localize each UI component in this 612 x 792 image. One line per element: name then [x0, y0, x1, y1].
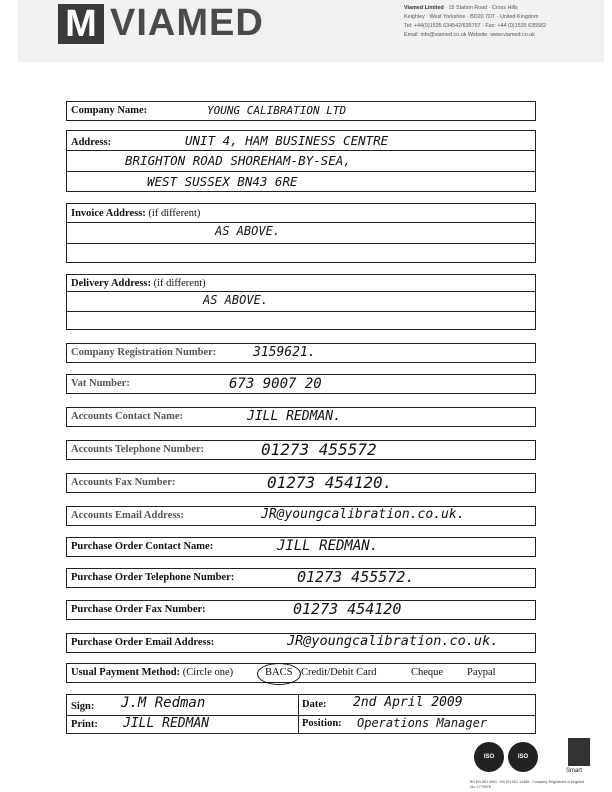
invoice-rule-1 — [67, 222, 535, 223]
po-contact-value[interactable]: JILL REDMAN. — [277, 538, 379, 554]
iso-cert-icon: ISO — [474, 742, 504, 772]
date-value[interactable]: 2nd April 2009 — [353, 695, 463, 710]
address-line-2[interactable]: BRIGHTON ROAD SHOREHAM-BY-SEA, — [125, 153, 351, 168]
vat-label: Vat Number: — [71, 378, 130, 389]
accounts-contact-label: Accounts Contact Name: — [71, 411, 183, 422]
accounts-contact-row — [66, 407, 536, 427]
accounts-email-label: Accounts Email Address: — [71, 510, 184, 521]
address-rule-1 — [67, 150, 535, 151]
accounts-phone-label: Accounts Telephone Number: — [71, 444, 205, 455]
viamed-logo-icon — [58, 4, 104, 44]
sign-label: Sign: — [71, 701, 95, 712]
logo-mark: M — [65, 3, 97, 45]
accounts-fax-row — [66, 473, 536, 493]
payment-option-bacs[interactable]: BACS — [265, 667, 293, 678]
date-label: Date: — [302, 699, 327, 710]
accounts-contact-value[interactable]: JILL REDMAN. — [247, 409, 341, 424]
po-phone-label: Purchase Order Telephone Number: — [71, 572, 235, 583]
smart-logo-icon — [568, 738, 590, 766]
accounts-phone-value[interactable]: 01273 455572 — [261, 440, 377, 459]
po-phone-value[interactable]: 01273 455572. — [297, 568, 415, 586]
company-email: Email: info@viamed.co.uk Website: www.viamed.co.uk — [404, 32, 535, 38]
vat-row — [66, 374, 536, 394]
po-email-value[interactable]: JR@youngcalibration.co.uk. — [287, 633, 499, 649]
payment-method-label: Usual Payment Method: (Circle one) — [71, 667, 234, 678]
position-value[interactable]: Operations Manager — [357, 716, 488, 730]
iso-cert-icon-2: ISO — [508, 742, 538, 772]
company-name-label: Company Name: — [71, 105, 148, 116]
invoice-rule-2 — [67, 243, 535, 244]
footer-fine-print: BS EN ISO 9001 · BS EN ISO 13485 · Company Registered in England No: 1779978 — [470, 780, 585, 789]
invoice-address-label: Invoice Address: (if different) — [71, 208, 201, 219]
address-line-3[interactable]: WEST SUSSEX BN43 6RE — [147, 174, 298, 189]
registration-value[interactable]: 3159621. — [253, 345, 316, 360]
company-address: · 15 Station Road · Cross Hills — [443, 5, 518, 11]
po-email-label: Purchase Order Email Address: — [71, 637, 215, 648]
company-address-line2: Keighley · West Yorkshire · BD20 7DT · United Kingdom — [404, 14, 539, 20]
po-email-row — [66, 633, 536, 653]
po-fax-value[interactable]: 01273 454120 — [293, 600, 402, 618]
po-contact-label: Purchase Order Contact Name: — [71, 541, 214, 552]
accounts-fax-value[interactable]: 01273 454120. — [267, 473, 393, 492]
sign-value[interactable]: J.M Redman — [121, 695, 206, 711]
company-name: Viamed Limited — [404, 5, 444, 11]
delivery-address-value[interactable]: AS ABOVE. — [203, 293, 269, 307]
company-name-row — [66, 101, 536, 121]
address-row — [66, 130, 536, 192]
accounts-email-value[interactable]: JR@youngcalibration.co.uk. — [261, 507, 465, 522]
accounts-fax-label: Accounts Fax Number: — [71, 477, 176, 488]
invoice-address-row — [66, 203, 536, 263]
invoice-address-value[interactable]: AS ABOVE. — [215, 224, 281, 238]
print-label: Print: — [71, 719, 98, 730]
address-label: Address: — [71, 137, 112, 148]
payment-option-card[interactable]: Credit/Debit Card — [301, 667, 377, 678]
position-label: Position: — [302, 718, 342, 729]
registration-label: Company Registration Number: — [71, 347, 217, 358]
payment-option-paypal[interactable]: Paypal — [467, 667, 496, 678]
letterhead — [18, 0, 604, 62]
delivery-address-row — [66, 274, 536, 330]
address-line-1[interactable]: UNIT 4, HAM BUSINESS CENTRE — [185, 133, 389, 148]
signature-block — [66, 694, 536, 734]
smart-logo-text: Smart — [566, 768, 583, 774]
signature-divider — [298, 695, 299, 733]
print-value[interactable]: JILL REDMAN — [123, 716, 210, 731]
company-contact-block — [404, 4, 612, 40]
company-phone: Tel: +44(0)1535 634542/635757 · Fax: +44 (0)1535 635582 — [404, 23, 547, 29]
vat-value[interactable]: 673 9007 20 — [229, 376, 322, 392]
payment-option-cheque[interactable]: Cheque — [411, 667, 444, 678]
company-name-value[interactable]: YOUNG CALIBRATION LTD — [207, 104, 347, 117]
po-fax-label: Purchase Order Fax Number: — [71, 604, 206, 615]
payment-method-row — [66, 663, 536, 683]
accounts-email-row — [66, 506, 536, 526]
address-rule-2 — [67, 171, 535, 172]
po-contact-row — [66, 537, 536, 557]
delivery-rule-2 — [67, 311, 535, 312]
certification-logos — [470, 738, 592, 790]
delivery-address-label: Delivery Address: (if different) — [71, 278, 206, 289]
accounts-phone-row — [66, 440, 536, 460]
po-fax-row — [66, 600, 536, 620]
delivery-rule-1 — [67, 291, 535, 292]
logo-wordmark: VIAMED — [110, 2, 264, 44]
po-phone-row — [66, 568, 536, 588]
registration-row — [66, 343, 536, 363]
